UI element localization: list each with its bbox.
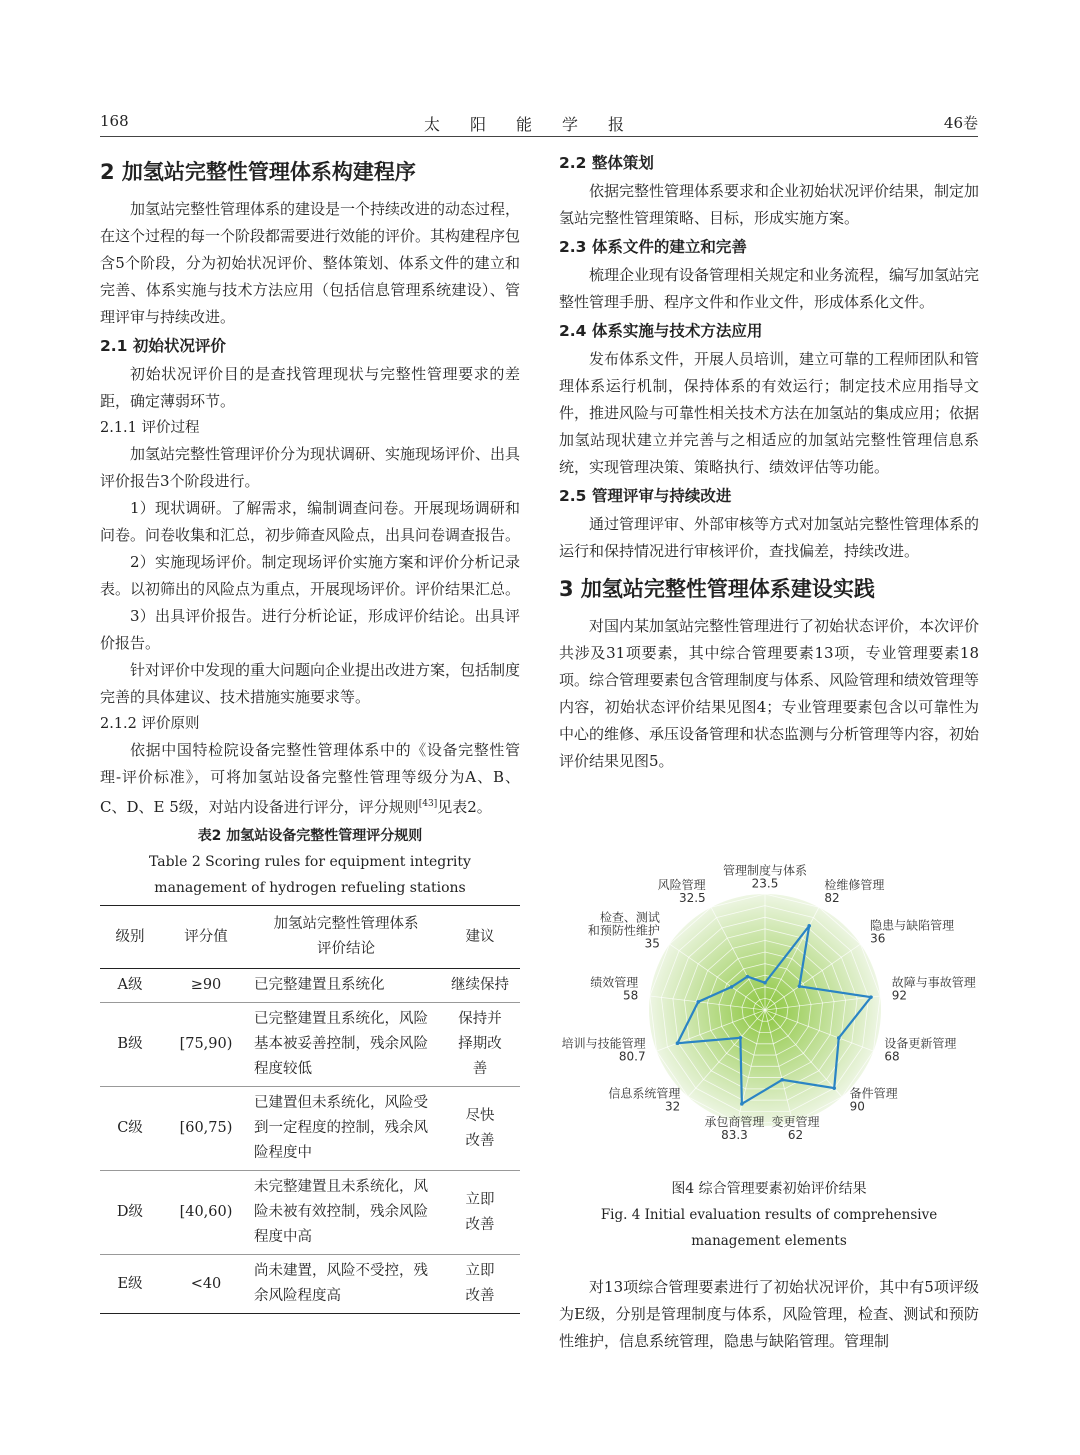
- volume-label: 46卷: [943, 114, 978, 132]
- header-score: 评分值: [160, 906, 252, 969]
- section-2-2-title: 2.2 整体策划: [559, 154, 654, 172]
- cell-score: [60,75): [160, 1087, 252, 1171]
- radar-category-label: [870, 917, 954, 932]
- radar-category-label: [884, 1036, 956, 1050]
- cell-score: ≥90: [160, 969, 252, 1003]
- radar-category-line: 检维修管理: [824, 877, 885, 892]
- radar-category-label: [562, 1035, 646, 1050]
- radar-data-point: [730, 985, 734, 989]
- cell-advice: 保持并择期改善: [440, 1003, 520, 1087]
- section-2-4-paragraph: 发布体系文件，开展人员培训，建立可靠的工程师团队和管理体系运行机制，保持体系的有效运行；制定技术应用指导文件，推进风险与可靠性相关技术方法在加氢站的集成应用；依据加氢站现状建立并完善与之相适应的加氢站完整性管理信息系统，实现管理决策、策略执行、绩效评估等功能。: [559, 350, 980, 476]
- radar-data-point: [763, 981, 767, 985]
- section-2-1-1-step-3: 3）出具评价报告。进行分析论证，形成评价结论。出具评价报告。: [100, 607, 520, 652]
- radar-category-line: 风险管理: [657, 877, 706, 892]
- radar-category-line: 备件管理: [849, 1086, 898, 1101]
- radar-data-point: [739, 1036, 743, 1040]
- section-2-1-1-step-1: 1）现状调研。了解需求，编制调查问卷。开展现场调研和问卷。问卷收集和汇总，初步筛查风险点，出具问卷调查报告。: [100, 499, 521, 544]
- radar-category-label: [850, 1086, 898, 1101]
- radar-value-label: 62: [787, 1127, 804, 1142]
- radar-category-line: 信息系统管理: [608, 1086, 681, 1101]
- section-2-4-title: 2.4 体系实施与技术方法应用: [559, 322, 763, 340]
- section-2-title: 2 加氢站完整性管理体系构建程序: [100, 160, 416, 184]
- right-column: [559, 152, 979, 775]
- radar-category-label: [723, 862, 807, 877]
- radar-category-label: [772, 1114, 820, 1129]
- journal-name: 太阳能学报: [423, 115, 654, 134]
- radar-value-label: 32.5: [678, 890, 706, 905]
- radar-value-label: 58: [622, 988, 639, 1003]
- section-2-3-paragraph: 梳理企业现有设备管理相关规定和业务流程，编写加氢站完整性管理手册、程序文件和作业文件，形成体系化文件。: [559, 266, 980, 311]
- radar-label-group: [884, 1036, 956, 1063]
- figure-caption-cn: 图4 综合管理要素初始评价结果: [671, 1181, 867, 1197]
- right-column-continued: [559, 1274, 979, 1355]
- radar-category-label: [704, 1114, 764, 1129]
- section-2-1-2-title: 2.1.2 评价原则: [100, 716, 200, 732]
- cell-conclusion: 已建置但未系统化，风险受到一定程度的控制，残余风险程度中: [252, 1087, 440, 1171]
- section-2-1-1-title: 2.1.1 评价过程: [100, 420, 200, 436]
- radar-data-point: [832, 1086, 836, 1090]
- radar-data-point: [740, 1102, 744, 1106]
- radar-label-group: [704, 1114, 764, 1142]
- radar-category-label: [824, 877, 884, 892]
- cell-conclusion: 已完整建置且系统化，风险基本被妥善控制，残余风险程度较低: [252, 1003, 440, 1087]
- citation-ref[interactable]: [43]: [418, 799, 438, 809]
- cell-grade: B级: [100, 1003, 160, 1087]
- section-2-5-paragraph: 通过管理评审、外部审核等方式对加氢站完整性管理体系的运行和保持情况进行审核评价，查找偏差，持续改进。: [559, 515, 980, 560]
- section-2-5-title: 2.5 管理评审与持续改进: [559, 487, 732, 505]
- scoring-rules-table: [100, 905, 520, 1314]
- radar-category-label: [608, 1086, 680, 1101]
- paragraph-text-end: 见表2。: [437, 798, 492, 816]
- running-header: [100, 112, 978, 137]
- radar-value-label: 82: [824, 890, 840, 905]
- radar-category-label: [590, 975, 638, 990]
- radar-value-label: 90: [849, 1099, 865, 1114]
- section-2-1-title: 2.1 初始状况评价: [100, 337, 226, 355]
- radar-label-group: [608, 1086, 680, 1114]
- cell-advice: 立即改善: [440, 1255, 520, 1314]
- table-row: [100, 1171, 520, 1255]
- radar-value-label: 35: [644, 936, 660, 951]
- radar-data-point: [676, 1041, 680, 1045]
- radar-data-point: [696, 1000, 700, 1004]
- section-2-1-1-step-2: 2）实施现场评价。制定现场评价实施方案和评价分析记录表。以初筛出的风险点为重点，开展现场评价。评价结果汇总。: [100, 553, 521, 598]
- table-header-row: [100, 906, 520, 969]
- radar-category-label: [588, 909, 660, 937]
- radar-category-line: 变更管理: [771, 1114, 820, 1129]
- table-row: [100, 1255, 520, 1314]
- section-2-1-paragraph: 初始状况评价目的是查找管理现状与完整性管理要求的差距，确定薄弱环节。: [100, 365, 520, 410]
- radar-data-point: [869, 995, 873, 999]
- section-3-paragraph-2: 对13项综合管理要素进行了初始状况评价，其中有5项评级为E级，分别是管理制度与体系，风险管理，检查、测试和预防性维护，信息系统管理，隐患与缺陷管理。管理制: [559, 1278, 979, 1350]
- radar-label-group: [658, 878, 706, 905]
- radar-data-point: [746, 975, 750, 979]
- cell-conclusion: 已完整建置且系统化: [252, 969, 440, 1003]
- radar-category-label: [892, 975, 976, 990]
- radar-category-label: [658, 878, 706, 892]
- radar-value-label: 92: [891, 988, 908, 1003]
- radar-label-group: [772, 1114, 820, 1142]
- radar-label-group: [590, 975, 638, 1003]
- cell-advice: 尽快改善: [440, 1087, 520, 1171]
- radar-label-group: [588, 909, 660, 950]
- section-2-paragraph: 加氢站完整性管理体系的建设是一个持续改进的动态过程，在这个过程的每一个阶段都需要进行效能的评价。其构建程序包含5个阶段，分为初始状况评价、整体策划、体系文件的建立和完善、体系实施与技术方法应用（包括信息管理系统建设）、管理评审与持续改进。: [100, 200, 521, 326]
- cell-grade: A级: [100, 969, 160, 1003]
- radar-category-line: 培训与技能管理: [561, 1036, 646, 1051]
- section-3-paragraph: 对国内某加氢站完整性管理进行了初始状态评价，本次评价共涉及31项要素，其中综合管理要素13项，专业管理要素18项。综合管理要素包含管理制度与体系、风险管理和绩效管理等内容，初始状态评价结果见图4；专业管理要素包含以可靠性为中心的维修、承压设备管理和状态监测与分析管理等内容，初始评价结果见图5。: [559, 617, 980, 770]
- cell-conclusion: 尚未建置，风险不受控，残余风险程度高: [252, 1255, 440, 1314]
- paragraph-text: 依据中国特检院设备完整性管理体系中的《设备完整性管理-评价标准》，可将加氢站设备完整性管理等级分为A、B、C、D、E 5级，对站内设备进行评分，评分规则: [100, 741, 520, 816]
- radar-data-point: [837, 1036, 841, 1040]
- header-grade: 级别: [100, 906, 160, 969]
- radar-data-point: [798, 984, 802, 988]
- radar-value-label: 68: [884, 1049, 900, 1064]
- radar-value-label: 23.5: [751, 876, 779, 891]
- table-row: [100, 969, 520, 1003]
- cell-advice: 立即改善: [440, 1171, 520, 1255]
- cell-score: [75,90): [160, 1003, 252, 1087]
- radar-value-label: 32: [665, 1099, 681, 1114]
- radar-label-group: [892, 975, 976, 1003]
- radar-label-group: [562, 1035, 646, 1063]
- cell-conclusion: 未完整建置且未系统化，风险未被有效控制，残余风险程度中高: [252, 1171, 440, 1255]
- cell-grade: C级: [100, 1087, 160, 1171]
- cell-score: [40,60): [160, 1171, 252, 1255]
- table-caption-en: Table 2 Scoring rules for equipment integrity management of hydrogen refueling stations: [149, 854, 471, 896]
- left-column: [100, 152, 520, 1314]
- figure-caption: [559, 1176, 979, 1254]
- radar-chart: [559, 862, 999, 1172]
- cell-score: <40: [160, 1255, 252, 1314]
- radar-category-line: 和预防性维护: [587, 923, 660, 938]
- radar-data-point: [780, 1078, 784, 1082]
- radar-category-line: 故障与事故管理: [891, 975, 976, 990]
- table-row: [100, 1003, 520, 1087]
- header-advice: 建议: [440, 906, 520, 969]
- header-conclusion: 加氢站完整性管理体系评价结论: [252, 906, 440, 969]
- radar-category-line: 设备更新管理: [884, 1036, 957, 1051]
- figure-caption-en: Fig. 4 Initial evaluation results of comprehensive management elements: [600, 1207, 938, 1249]
- radar-value-label: 80.7: [618, 1049, 646, 1064]
- radar-label-group: [870, 917, 954, 945]
- page-number: 168: [100, 112, 129, 130]
- radar-category-line: 绩效管理: [590, 975, 639, 990]
- radar-category-line: 承包商管理: [704, 1114, 765, 1129]
- cell-grade: E级: [100, 1255, 160, 1314]
- radar-label-group: [723, 862, 807, 890]
- radar-category-line: 隐患与缺陷管理: [870, 918, 955, 933]
- section-2-1-1-improvement: 针对评价中发现的重大问题向企业提出改进方案，包括制度完善的具体建议、技术措施实施要求等。: [100, 661, 521, 706]
- radar-value-label: 83.3: [721, 1127, 748, 1142]
- cell-grade: D级: [100, 1171, 160, 1255]
- section-2-3-title: 2.3 体系文件的建立和完善: [559, 238, 747, 256]
- cell-advice: 继续保持: [440, 969, 520, 1003]
- table-row: [100, 1087, 520, 1171]
- radar-label-group: [850, 1086, 898, 1114]
- radar-category-line: 管理制度与体系: [722, 863, 808, 878]
- table-caption-cn: 表2 加氢站设备完整性管理评分规则: [197, 828, 423, 844]
- section-2-1-2-paragraph: [100, 737, 520, 821]
- section-2-2-paragraph: 依据完整性管理体系要求和企业初始状况评价结果，制定加氢站完整性管理策略、目标，形成实施方案。: [559, 182, 980, 227]
- section-2-1-1-paragraph: 加氢站完整性管理评价分为现状调研、实施现场评价、出具评价报告3个阶段进行。: [100, 445, 521, 490]
- radar-data-point: [807, 924, 811, 928]
- radar-label-group: [824, 877, 884, 905]
- radar-category-line: 检查、测试: [599, 910, 660, 925]
- section-3-title: 3 加氢站完整性管理体系建设实践: [559, 577, 875, 601]
- radar-value-label: 36: [870, 931, 886, 946]
